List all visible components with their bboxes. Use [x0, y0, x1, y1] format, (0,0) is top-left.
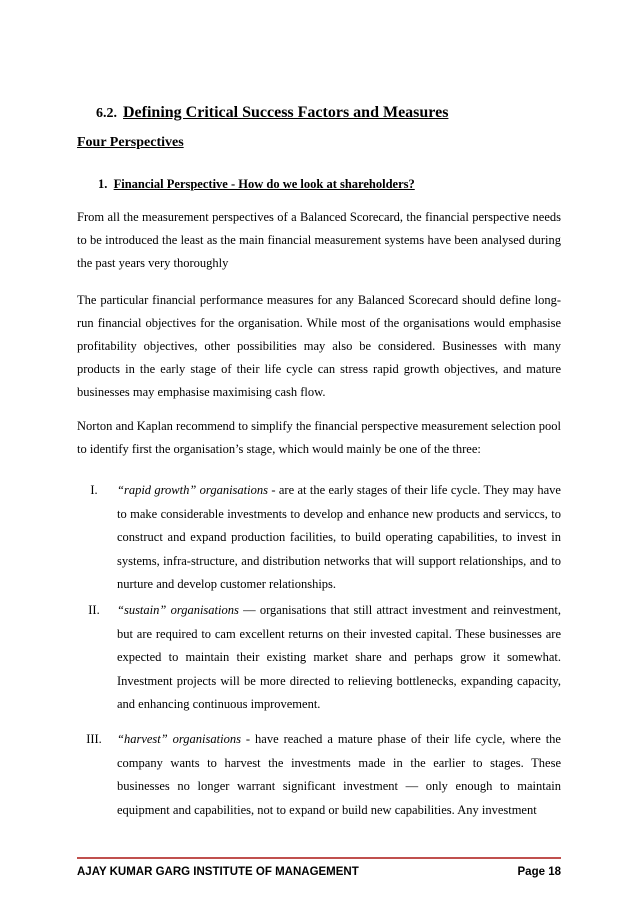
perspective-number: 1.: [98, 177, 108, 191]
subheading: Four Perspectives: [77, 135, 184, 150]
stage-description: — organisations that still attract investment and reinvestment, but are required to cam excellent returns on their invested capital. These businesses are expected to maintain their existing market share and perhaps grow it somewhat. Investment projects will be more directed to relieving bottlenecks, expanding capacity, and enhancing continuous improvement.: [117, 603, 561, 711]
section-number: 6.2.: [96, 106, 117, 121]
paragraph-stages-intro: Norton and Kaplan recommend to simplify the financial perspective measurement selection pool to identify first the organisation’s stage, which would mainly be one of the three:: [77, 419, 561, 456]
stage-text: [117, 479, 561, 597]
paragraph-intro: From all the measurement perspectives of a Balanced Scorecard, the financial perspective needs to be introduced the least as the main financial measurement systems have been analysed during the past years very thoroughly: [77, 210, 561, 270]
stage-item-harvest: [77, 728, 561, 822]
stage-item-sustain: [77, 599, 561, 717]
stage-term: “rapid growth” organisations: [117, 483, 268, 497]
stage-text: [117, 728, 561, 822]
footer-institute: AJAY KUMAR GARG INSTITUTE OF MANAGEMENT: [77, 866, 359, 878]
stage-numeral: I.: [90, 483, 98, 497]
stage-numeral: III.: [86, 732, 102, 746]
stage-numeral: II.: [88, 603, 100, 617]
perspective-heading: [98, 177, 415, 192]
stage-item-rapid-growth: [77, 479, 561, 597]
footer-page-number: Page 18: [517, 866, 561, 878]
section-heading: [96, 104, 448, 122]
stage-text: [117, 599, 561, 717]
stage-term: “harvest” organisations: [117, 732, 241, 746]
stage-description: - are at the early stages of their life cycle. They may have to make considerable investments to develop and enhance new products and servicсs, to construct and expand production facilities, to build operating capabilities, to invest in systems, infra-structure, and distribution networks that will support relationships, and to nurture and develop customer relationships.: [117, 483, 561, 591]
footer-divider: [77, 857, 561, 859]
stage-term: “sustain” organisations: [117, 603, 239, 617]
perspective-title: Financial Perspective - How do we look at shareholders?: [113, 177, 415, 191]
section-title: Defining Critical Success Factors and Measures: [123, 104, 449, 121]
stage-description: - have reached a mature phase of their life cycle, where the company wants to harvest the investments made in the earlier to stages. These businesses no longer warrant significant investment — only enough to maintain equipment and capabilities, not to expand or build new capabilities. Any investment: [117, 732, 561, 817]
paragraph-measures: The particular financial performance measures for any Balanced Scorecard should define long-run financial objectives for the organisation. While most of the organisations would emphasise profitability objectives, other possibilities may also be considered. Businesses with many products in the early stage of their life cycle can stress rapid growth objectives, and mature businesses may emphasise maximising cash flow.: [77, 293, 561, 399]
